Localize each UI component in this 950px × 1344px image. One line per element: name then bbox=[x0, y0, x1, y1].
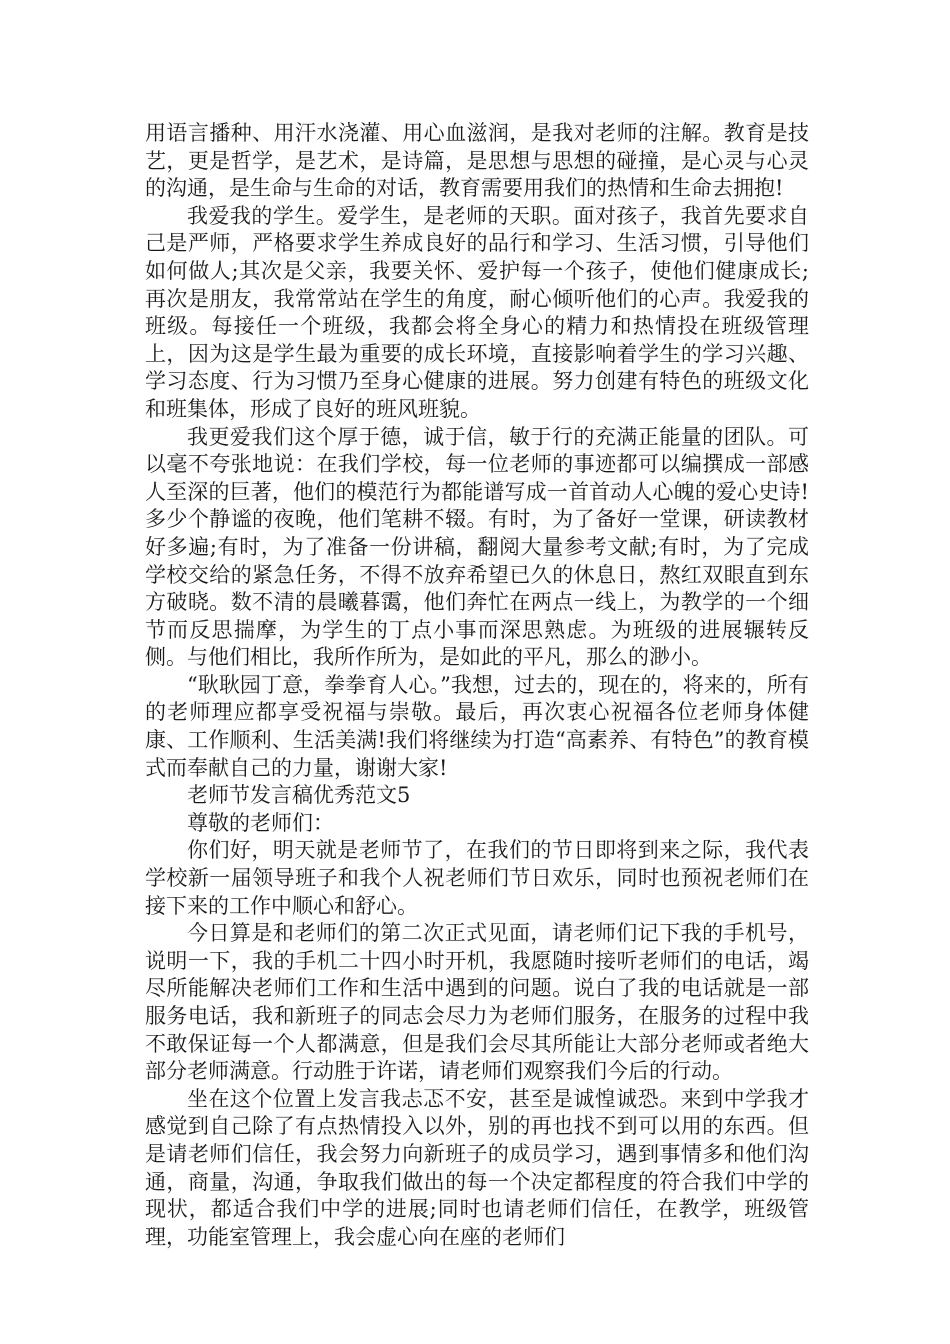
paragraph-2: 我爱我的学生。爱学生，是老师的天职。面对孩子，我首先要求自己是严师，严格要求学生养成良好的品行和学习、生活习惯，引导他们如何做人;其次是父亲，我要关怀、爱护每一个孩子，使他们健康成长;再次是朋友，我常常站在学生的角度，耐心倾听他们的心声。我爱我的班级。每接任一个班级，我都会将全身心的精力和热情投在班级管理上，因为这是学生最为重要的成长环境，直接影响着学生的学习兴趣、学习态度、行为习惯乃至身心健康的进展。努力创建有特色的班级文化和班集体，形成了良好的班风班貌。 bbox=[145, 203, 809, 421]
paragraph-7: 你们好，明天就是老师节了，在我们的节日即将到来之际，我代表学校新一届领导班子和我个人祝老师们节日欢乐，同时也预祝老师们在接下来的工作中顺心和舒心。 bbox=[145, 838, 809, 918]
salutation: 尊敬的老师们： bbox=[187, 810, 334, 835]
paragraph-1: 用语言播种、用汗水浇灌、用心血滋润，是我对老师的注解。教育是技艺，更是哲学，是艺术，是诗篇，是思想与思想的碰撞，是心灵与心灵的沟通，是生命与生命的对话，教育需要用我们的热情和生命去拥抱! bbox=[145, 121, 809, 201]
document-page bbox=[145, 120, 809, 1251]
paragraph-4: “耿耿园丁意，拳拳育人心。”我想，过去的，现在的，将来的，所有的老师理应都享受祝福与崇敬。最后，再次衷心祝福各位老师身体健康、工作顺利、生活美满!我们将继续为打造“高素养、有特色”的教育模式而奉献自己的力量，谢谢大家! bbox=[145, 672, 809, 780]
paragraph-3: 我更爱我们这个厚于德，诚于信，敏于行的充满正能量的团队。可以毫不夸张地说：在我们学校，每一位老师的事迹都可以编撰成一部感人至深的巨著，他们的模范行为都能谱写成一首首动人心魄的爱心史诗!多少个静谧的夜晚，他们笔耕不辍。有时，为了备好一堂课，研读教材好多遍;有时，为了准备一份讲稿，翻阅大量参考文献;有时，为了完成学校交给的紧急任务，不得不放弃希望已久的休息日，熬红双眼直到东方破晓。数不清的晨曦暮霭，他们奔忙在两点一线上，为教学的一个细节而反思揣摩，为学生的丁点小事而深思熟虑。为班级的进展辗转反侧。与他们相比，我所作所为，是如此的平凡，那么的渺小。 bbox=[145, 424, 809, 670]
paragraph-8: 今日算是和老师们的第二次正式见面，请老师们记下我的手机号，说明一下，我的手机二十四小时开机，我愿随时接听老师们的电话，竭尽所能解决老师们工作和生活中遇到的问题。说白了我的电话就是一部服务电话，我和新班子的同志会尽力为老师们服务，在服务的过程中我不敢保证每一个人都满意，但是我们会尽其所能让大部分老师或者绝大部分老师满意。行动胜于许诺，请老师们观察我们今后的行动。 bbox=[145, 921, 809, 1084]
section-heading: 老师节发言稿优秀范文5 bbox=[187, 783, 411, 808]
paragraph-9: 坐在这个位置上发言我忐忑不安，甚至是诚惶诚恐。来到中学我才感觉到自己除了有点热情投入以外，别的再也找不到可以用的东西。但是请老师们信任，我会努力向新班子的成员学习，遇到事情多和他们沟通，商量，沟通，争取我们做出的每一个决定都程度的符合我们中学的现状，都适合我们中学的进展;同时也请老师们信任，在教学，班级管理，功能室管理上，我会虚心向在座的老师们 bbox=[145, 1086, 809, 1249]
